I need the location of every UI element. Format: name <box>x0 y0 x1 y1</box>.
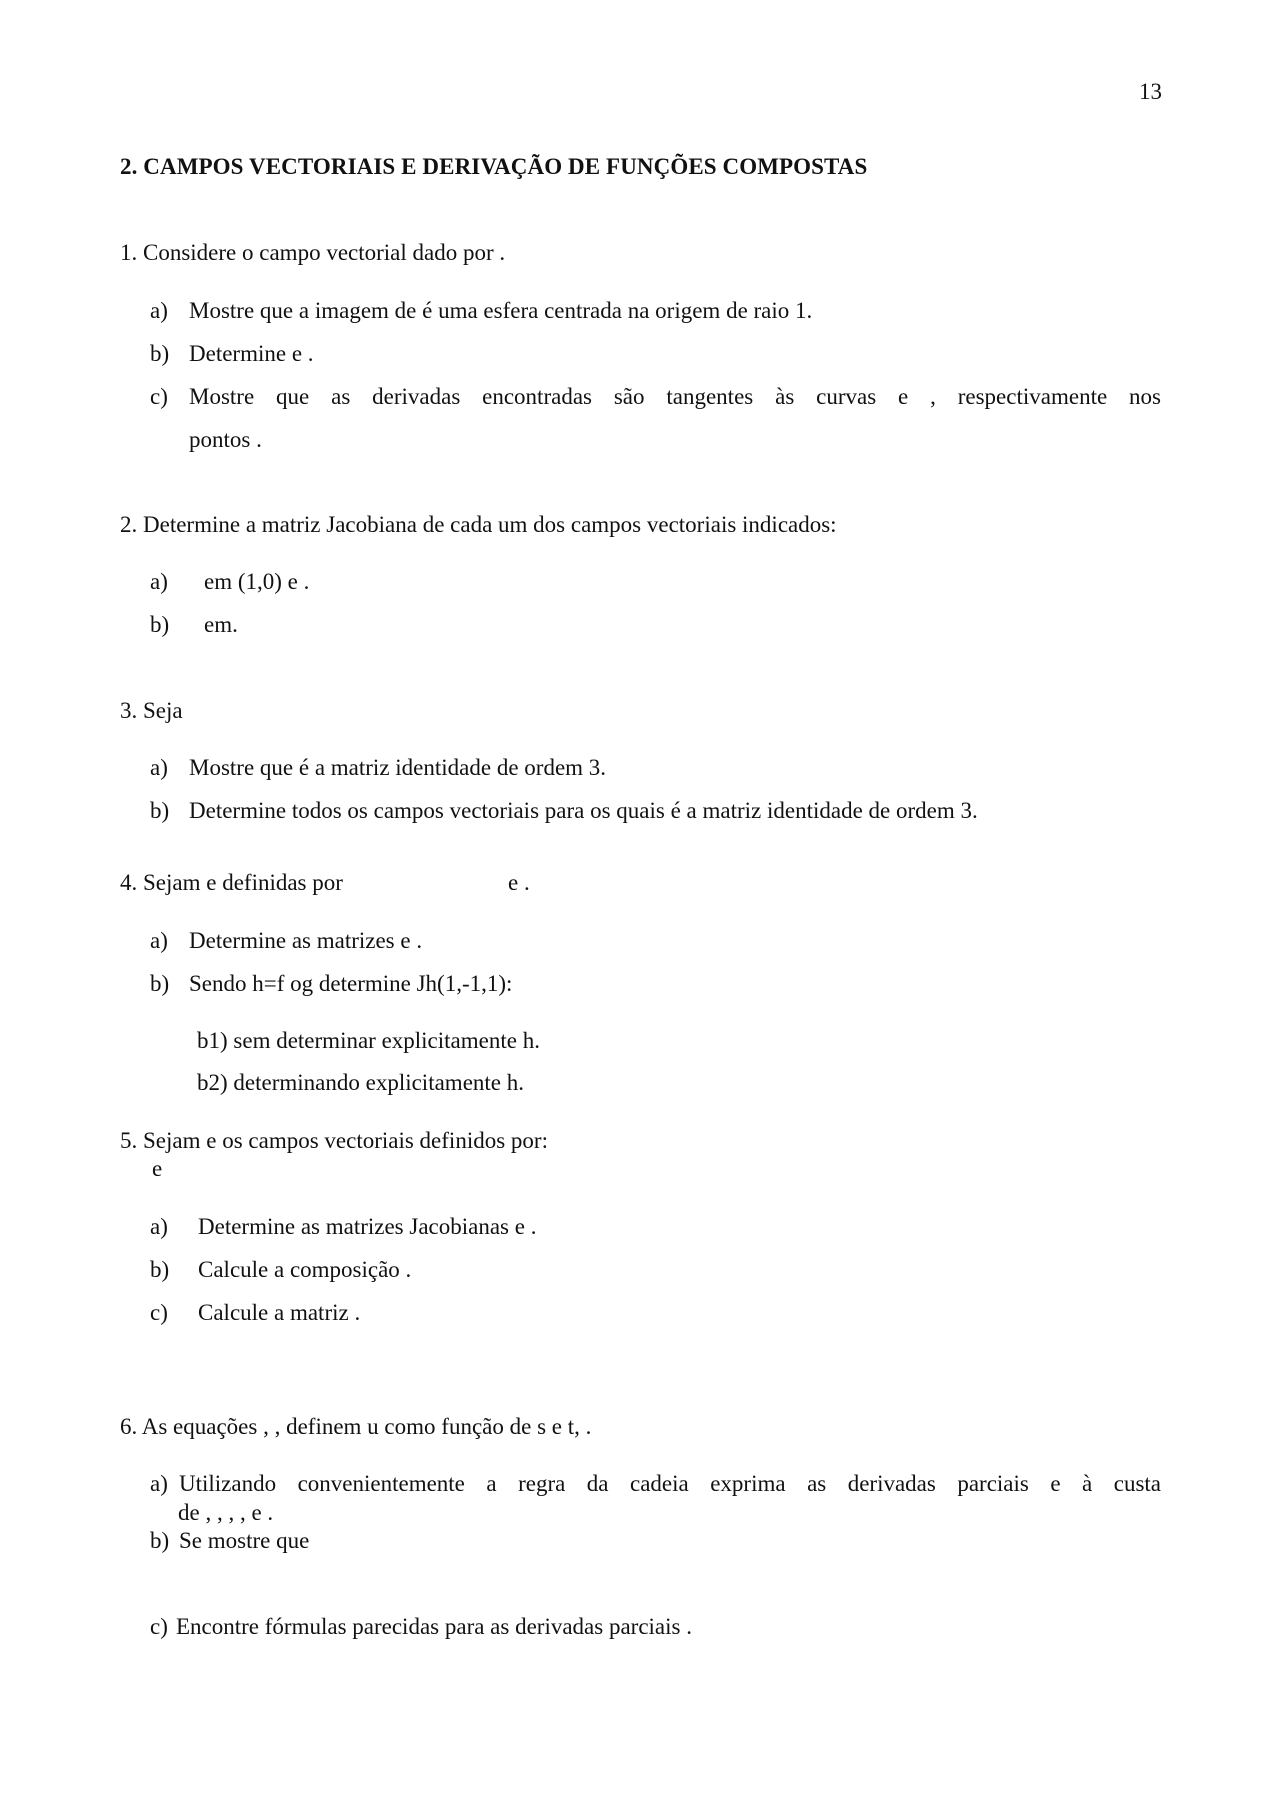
question-5: 5. Sejam e os campos vectoriais definidos por: <box>120 1128 548 1153</box>
question-6-item-b <box>150 1527 309 1556</box>
question-6-item-a-continued: de , , , , e . <box>178 1500 274 1525</box>
item-label: b) <box>150 1257 170 1282</box>
item-text: Utilizando convenientemente a regra da cadeia exprima as derivadas parciais e à custa <box>179 1471 1161 1496</box>
question-4-item-b <box>150 970 512 999</box>
item-label: a) <box>150 755 168 780</box>
question-1-item-c-continued: pontos . <box>189 427 262 452</box>
question-3: 3. Seja <box>120 698 183 723</box>
question-1-item-c <box>150 383 1161 412</box>
item-label: c) <box>150 384 168 409</box>
item-text: Determine todos os campos vectoriais para os quais é a matriz identidade de ordem 3. <box>189 798 978 823</box>
question-5-item-c <box>150 1299 360 1328</box>
item-text: Determine as matrizes e . <box>189 928 423 953</box>
item-text: em. <box>204 612 238 637</box>
question-4: 4. Sejam e definidas por <box>120 870 343 895</box>
item-text: Mostre que é a matriz identidade de ordem 3. <box>189 755 607 780</box>
item-text: Calcule a matriz . <box>198 1300 361 1325</box>
item-label: b) <box>150 798 170 823</box>
item-label: b) <box>150 1528 170 1553</box>
question-2: 2. Determine a matriz Jacobiana de cada um dos campos vectoriais indicados: <box>120 512 837 537</box>
question-5-item-b <box>150 1256 411 1285</box>
question-5-item-a <box>150 1213 536 1242</box>
question-4-tail: e . <box>508 870 530 895</box>
item-text: Sendo h=f og determine Jh(1,-1,1): <box>189 971 513 996</box>
item-label: a) <box>150 928 168 953</box>
item-label: b) <box>150 971 170 996</box>
question-1-item-a <box>150 297 812 326</box>
question-6-item-a <box>150 1470 1161 1499</box>
item-text: Mostre que a imagem de é uma esfera centrada na origem de raio 1. <box>189 298 813 323</box>
item-text: Mostre que as derivadas encontradas são tangentes às curvas e , respectivamente nos <box>189 384 1161 409</box>
question-1-item-b <box>150 340 314 369</box>
section-title: 2. CAMPOS VECTORIAIS E DERIVAÇÃO DE FUNÇÕES COMPOSTAS <box>120 154 868 179</box>
item-label: a) <box>150 1214 168 1239</box>
question-2-item-a <box>150 568 309 597</box>
item-text: Determine as matrizes Jacobianas e . <box>198 1214 537 1239</box>
question-3-item-b <box>150 797 978 826</box>
question-6-item-c <box>150 1613 692 1642</box>
item-label: a) <box>150 298 168 323</box>
question-4-subitem-b1: b1) sem determinar explicitamente h. <box>197 1028 540 1053</box>
page-number: 13 <box>1139 79 1162 104</box>
item-text: Encontre fórmulas parecidas para as derivadas parciais . <box>176 1614 692 1639</box>
item-label: c) <box>150 1300 168 1325</box>
question-2-item-b <box>150 611 238 640</box>
item-label: a) <box>150 1471 168 1496</box>
question-5-line2: e <box>152 1156 163 1181</box>
item-text: em (1,0) e . <box>204 569 310 594</box>
question-6: 6. As equações , , definem u como função de s e t, . <box>120 1414 592 1439</box>
item-label: a) <box>150 569 168 594</box>
question-4-item-a <box>150 927 422 956</box>
item-text: Se mostre que <box>179 1528 310 1553</box>
item-label: b) <box>150 341 170 366</box>
item-text: Calcule a composição . <box>198 1257 412 1282</box>
question-3-item-a <box>150 754 606 783</box>
question-1: 1. Considere o campo vectorial dado por . <box>120 240 506 265</box>
item-label: b) <box>150 612 170 637</box>
item-label: c) <box>150 1614 168 1639</box>
question-4-subitem-b2: b2) determinando explicitamente h. <box>197 1070 524 1095</box>
item-text: Determine e . <box>189 341 314 366</box>
